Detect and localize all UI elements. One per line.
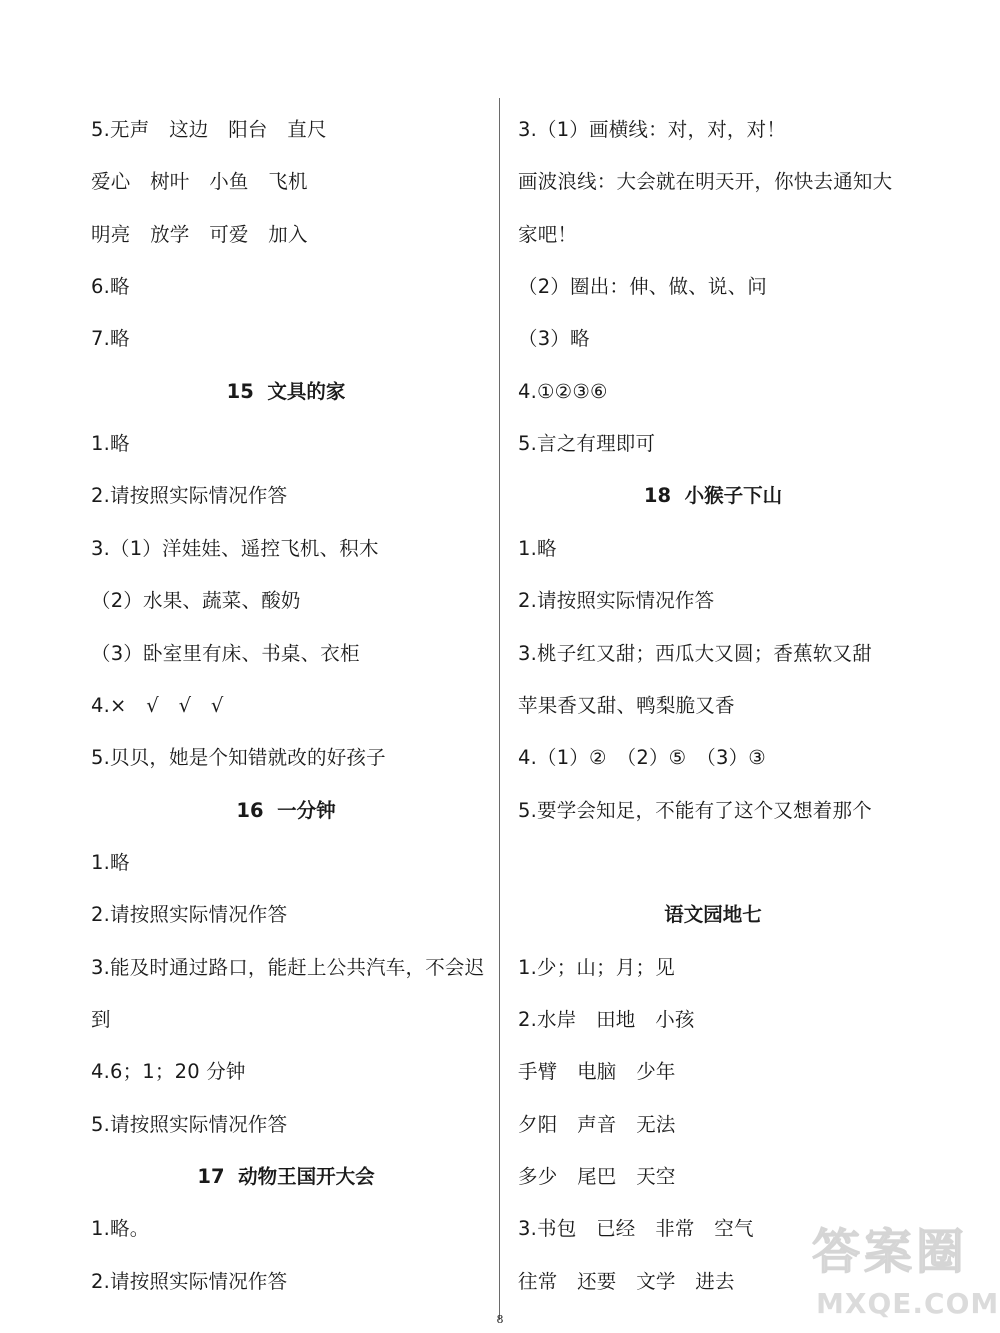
right-answer-line: 2.请按照实际情况作答 bbox=[518, 589, 715, 613]
left-answer-line: 6.略 bbox=[91, 275, 130, 299]
right-answer-line: 5.要学会知足，不能有了这个又想着那个 bbox=[518, 798, 872, 822]
left-answer-line: 5.无声 这边 阳台 直尺 bbox=[91, 118, 327, 141]
left-answer-line: 3.（1）洋娃娃、遥控飞机、积木 bbox=[91, 536, 379, 560]
right-answer-line: （3）略 bbox=[518, 327, 590, 351]
left-answer-line: （3）卧室里有床、书桌、衣柜 bbox=[91, 641, 360, 665]
left-answer-line: 4.× √ √ √ bbox=[91, 693, 224, 717]
right-answer-line: 1.略 bbox=[518, 536, 557, 560]
right-answer-line: 多少 尾巴 天空 bbox=[518, 1165, 676, 1188]
right-answer-line: 夕阳 声音 无法 bbox=[518, 1112, 676, 1136]
right-answer-line: 画波浪线：大会就在明天开，你快去通知大 bbox=[518, 170, 893, 194]
left-answer-line: 爱心 树叶 小鱼 飞机 bbox=[91, 170, 308, 194]
left-answer-line: 7.略 bbox=[91, 327, 130, 351]
watermark-title: 答案圈 bbox=[812, 1224, 969, 1280]
left-section-heading: 16 一分钟 bbox=[236, 798, 336, 822]
left-answer-line: 4.6；1；20 分钟 bbox=[91, 1060, 246, 1084]
right-answer-line: 4.（1）② （2）⑤ （3）③ bbox=[518, 746, 766, 770]
right-answer-line: 3.（1）画横线：对，对，对！ bbox=[518, 118, 787, 141]
watermark-logo bbox=[812, 1222, 1000, 1330]
left-answer-line: 5.请按照实际情况作答 bbox=[91, 1112, 288, 1136]
right-answer-line: 手臂 电脑 少年 bbox=[518, 1060, 676, 1084]
right-answer-line: 1.少；山；月；见 bbox=[518, 955, 675, 979]
page-number: 8 bbox=[496, 1313, 504, 1326]
right-answer-line: （2）圈出：伸、做、说、问 bbox=[518, 275, 768, 299]
left-answer-line: 1.略 bbox=[91, 432, 130, 456]
right-answer-line: 家吧！ bbox=[518, 222, 578, 246]
left-answer-line: 1.略 bbox=[91, 850, 130, 874]
right-section-heading: 18 小猴子下山 bbox=[643, 484, 783, 508]
right-answer-line: 4.①②③⑥ bbox=[518, 379, 608, 403]
right-answer-line: 3.书包 已经 非常 空气 bbox=[518, 1217, 754, 1241]
right-answer-line: 往常 还要 文学 进去 bbox=[518, 1269, 735, 1293]
left-answer-line: 5.贝贝，她是个知错就改的好孩子 bbox=[91, 746, 386, 770]
left-section-heading: 17 动物王国开大会 bbox=[197, 1165, 375, 1188]
left-answer-line: 明亮 放学 可爱 加入 bbox=[91, 222, 308, 246]
left-answer-line: 2.请按照实际情况作答 bbox=[91, 1269, 288, 1293]
left-answer-line: 2.请按照实际情况作答 bbox=[91, 484, 288, 508]
left-answer-line: 到 bbox=[91, 1007, 111, 1031]
right-answer-line: 3.桃子红又甜；西瓜大又圆；香蕉软又甜 bbox=[518, 641, 872, 665]
left-answer-line: 2.请按照实际情况作答 bbox=[91, 903, 288, 927]
left-answer-line: 3.能及时通过路口，能赶上公共汽车，不会迟 bbox=[91, 955, 485, 979]
column-divider bbox=[499, 98, 500, 1320]
left-section-heading: 15 文具的家 bbox=[226, 379, 346, 403]
watermark-url: MXQE.COM bbox=[816, 1287, 1000, 1320]
left-answer-line: 1.略。 bbox=[91, 1217, 150, 1241]
right-answer-line: 苹果香又甜、鸭梨脆又香 bbox=[518, 693, 735, 717]
left-answer-line: （2）水果、蔬菜、酸奶 bbox=[91, 589, 301, 613]
right-section-heading: 语文园地七 bbox=[664, 903, 762, 927]
right-answer-line: 5.言之有理即可 bbox=[518, 432, 656, 456]
right-answer-line: 2.水岸 田地 小孩 bbox=[518, 1007, 695, 1031]
